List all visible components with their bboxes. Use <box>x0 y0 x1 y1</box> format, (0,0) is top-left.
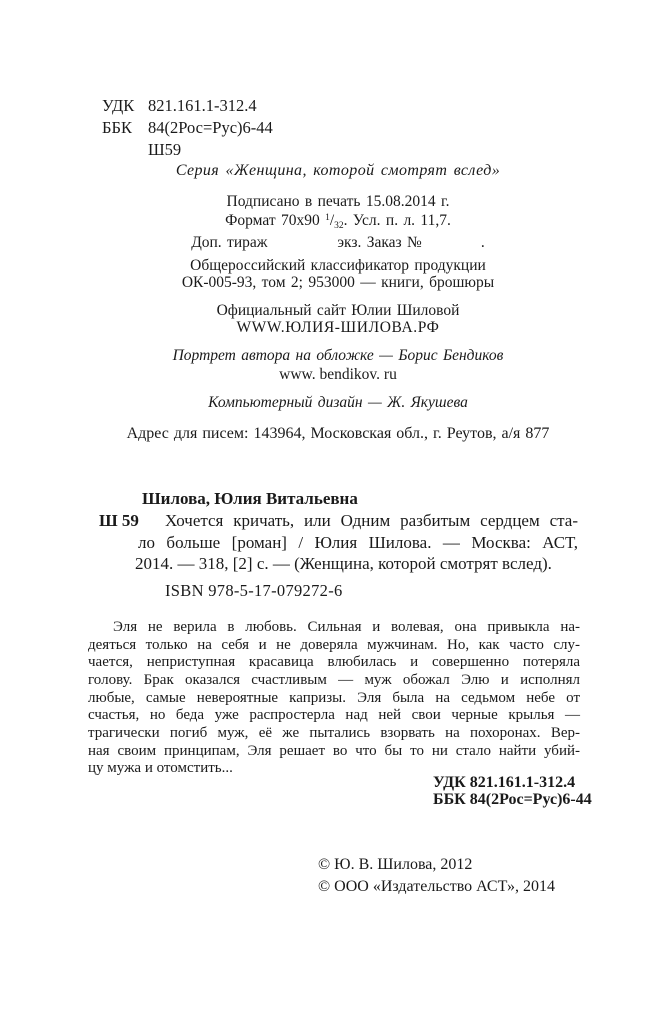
photographer-site: www. bendikov. ru <box>279 365 397 383</box>
bottom-classification-codes <box>433 774 592 808</box>
print-info-block <box>95 194 581 251</box>
copyright-block <box>318 854 555 897</box>
classifier-line-1: Общероссийский классификатор продукции <box>190 257 486 274</box>
author-sign: Ш59 <box>148 140 182 159</box>
udk-label: УДК <box>102 96 135 115</box>
bottom-bbk-line: ББК 84(2Рос=Рус)6-44 <box>433 791 592 809</box>
annotation-line: Эля не верила в любовь. Сильная и волевая, она привыкла на- <box>113 619 580 635</box>
copyright-publisher-line: © ООО «Издательство АСТ», 2014 <box>318 877 555 895</box>
signed-to-print-line: Подписано в печать 15.08.2014 г. <box>226 193 450 210</box>
bbk-line <box>102 117 273 139</box>
annotation-line: цу мужа и отомстить... <box>88 760 233 777</box>
catalog-author: Шилова, Юлия Витальевна <box>142 489 358 508</box>
classifier-block <box>95 258 581 291</box>
bottom-udk-line: УДК 821.161.1-312.4 <box>433 774 576 791</box>
annotation-line: ная своим принципам, Эля решает во что бы то ни стало найти убий- <box>88 742 580 759</box>
official-site-caption: Официальный сайт Юлии Шиловой <box>216 302 460 319</box>
annotation-line: чается, неприступная красавица влюбилась и совершенно потеряла <box>88 654 580 671</box>
tirazh-line: Доп. тираж экз. Заказ № . <box>191 233 485 251</box>
classifier-line-2: ОК-005-93, том 2; 953000 — книги, брошюры <box>181 273 495 291</box>
format-line: Формат 70х90 $^1/_{32}$. Усл. п. л. 11,7. <box>225 212 451 232</box>
bbk-value: 84(2Рос=Рус)6-44 <box>148 118 273 137</box>
udk-value: 821.161.1-312.4 <box>148 96 257 115</box>
isbn-line: ISBN 978-5-17-079272-6 <box>165 581 343 600</box>
annotation-line: голову. Брак оказался счастливым — муж обожал Элю и исполнял <box>88 671 580 688</box>
portrait-credit-line: Портрет автора на обложке — Борис Бендиков <box>172 347 504 364</box>
udk-line <box>102 95 273 117</box>
official-site-block <box>95 303 581 336</box>
top-classification-codes <box>102 95 273 161</box>
fraction-numerator: 1 <box>325 213 330 224</box>
author-sign-line <box>102 139 273 161</box>
annotation-line: любые, самые невероятные капризы. Эля была на седьмом небе от <box>88 689 580 706</box>
design-credit-line: Компьютерный дизайн — Ж. Якушева <box>208 394 468 411</box>
official-site-url: WWW.ЮЛИЯ-ШИЛОВА.РФ <box>236 318 440 336</box>
series-line: Серия «Женщина, которой смотрят вслед» <box>175 162 501 179</box>
annotation-line: трагически погиб муж, её же пытались взорвать на похоронах. Вер- <box>88 724 580 741</box>
fraction-denominator: 32 <box>334 221 344 232</box>
bbk-label: ББК <box>102 118 132 137</box>
mail-address-line: Адрес для писем: 143964, Московская обл., г. Реутов, а/я 877 <box>126 425 550 442</box>
annotation-line: деяться только на себя и не доверяла мужчинам. Но, как часто слу- <box>88 636 580 653</box>
copyright-author-line: © Ю. В. Шилова, 2012 <box>318 856 473 873</box>
catalog-title-line-2: ло больше [роман] / Юлия Шилова. — Москва: АСТ, <box>138 532 578 552</box>
catalog-code: Ш 59 <box>99 511 139 530</box>
annotation-line: счастья, но беда уже распростерла над ней свои черные крылья — <box>88 707 580 724</box>
catalog-title-line-1: Хочется кричать, или Одним разбитым сердцем ста- <box>165 511 578 530</box>
fraction-slash: / <box>329 212 335 230</box>
annotation-paragraph <box>88 619 580 778</box>
portrait-credit-block <box>95 347 581 384</box>
catalog-title-line-3: 2014. — 318, [2] с. — (Женщина, которой смотрят вслед). <box>135 554 552 573</box>
